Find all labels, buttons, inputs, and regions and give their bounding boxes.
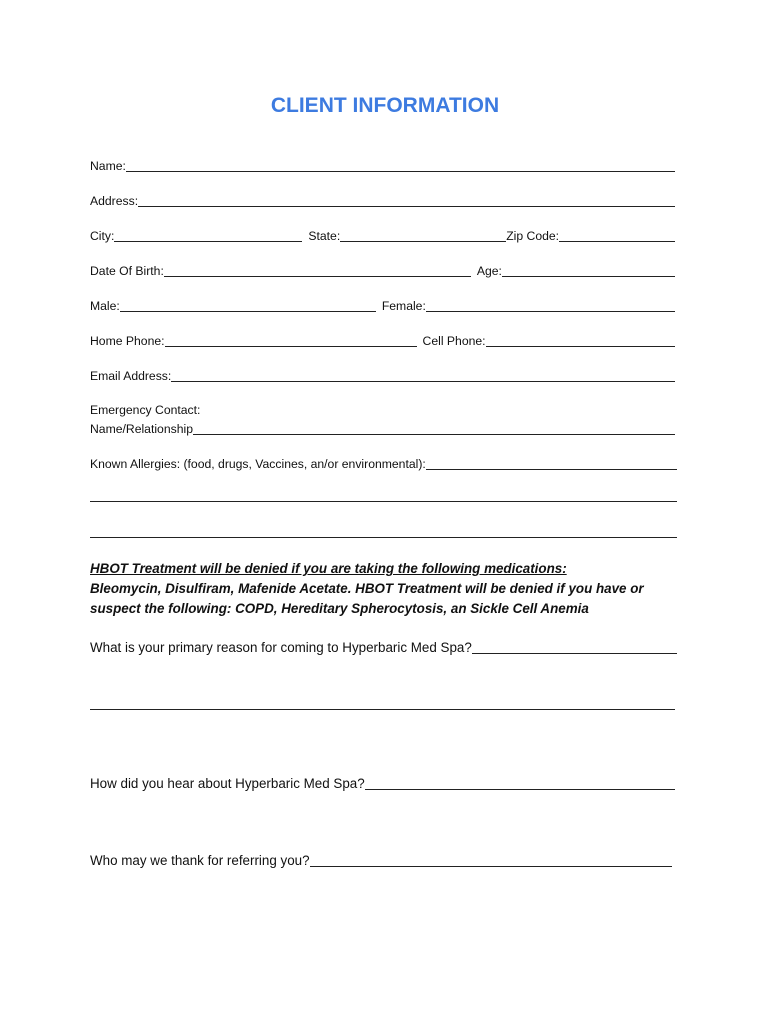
zip-input-line[interactable]	[559, 223, 675, 242]
state-input-line[interactable]	[340, 223, 506, 242]
name-relationship-label: Name/Relationship	[90, 422, 193, 436]
email-input-line[interactable]	[171, 363, 675, 382]
primary-reason-input-line[interactable]	[472, 633, 677, 654]
referral-label: Who may we thank for referring you?	[90, 853, 310, 868]
age-input-line[interactable]	[502, 258, 675, 277]
address-field[interactable]	[90, 191, 675, 209]
female-label: Female:	[381, 299, 426, 313]
primary-reason-field[interactable]	[90, 636, 677, 656]
phone-row	[90, 331, 675, 349]
hbot-warning-headline: HBOT Treatment will be denied if you are taking the following medications:	[90, 561, 567, 576]
city-state-zip-row	[90, 226, 675, 244]
emergency-contact-label: Emergency Contact:	[90, 403, 201, 417]
female-input-line[interactable]	[426, 293, 675, 312]
heard-about-label: How did you hear about Hyperbaric Med Spa?	[90, 776, 365, 791]
cell-phone-label: Cell Phone:	[422, 334, 486, 348]
age-label: Age:	[476, 264, 502, 278]
city-label: City:	[90, 229, 115, 243]
male-female-row	[90, 296, 675, 314]
dob-input-line[interactable]	[164, 258, 471, 277]
cell-phone-input-line[interactable]	[486, 328, 675, 347]
primary-reason-extra-line[interactable]	[90, 709, 675, 710]
emergency-contact-field[interactable]	[90, 419, 675, 437]
male-input-line[interactable]	[120, 293, 376, 312]
male-label: Male:	[90, 299, 120, 313]
referral-field[interactable]	[90, 849, 672, 869]
email-label: Email Address:	[90, 369, 172, 383]
heard-about-field[interactable]	[90, 772, 675, 792]
state-label: State:	[308, 229, 341, 243]
home-phone-label: Home Phone:	[90, 334, 165, 348]
hbot-warning	[90, 559, 690, 619]
name-input-line[interactable]	[126, 153, 675, 172]
city-input-line[interactable]	[114, 223, 302, 242]
allergies-field[interactable]	[90, 454, 677, 472]
allergies-label: Known Allergies: (food, drugs, Vaccines, an/or environmental):	[90, 457, 426, 471]
home-phone-input-line[interactable]	[165, 328, 417, 347]
primary-reason-label: What is your primary reason for coming to Hyperbaric Med Spa?	[90, 640, 472, 655]
allergies-extra-line-2[interactable]	[90, 537, 677, 538]
dob-age-row	[90, 261, 675, 279]
heard-about-input-line[interactable]	[365, 769, 675, 790]
allergies-input-line[interactable]	[426, 451, 677, 470]
zip-label: Zip Code:	[506, 229, 560, 243]
dob-label: Date Of Birth:	[90, 264, 164, 278]
emergency-contact-input-line[interactable]	[193, 416, 675, 435]
hbot-warning-body: Bleomycin, Disulfiram, Mafenide Acetate. HBOT Treatment will be denied if you have or suspect the following: COPD, Hereditary Spherocytosis, an Sickle Cell Anemia	[90, 581, 644, 616]
address-input-line[interactable]	[138, 188, 675, 207]
allergies-extra-line-1[interactable]	[90, 501, 677, 502]
form-title: CLIENT INFORMATION	[270, 94, 500, 117]
name-label: Name:	[90, 159, 126, 173]
email-field[interactable]	[90, 366, 675, 384]
address-label: Address:	[90, 194, 139, 208]
referral-input-line[interactable]	[310, 846, 672, 867]
name-field[interactable]	[90, 156, 675, 174]
